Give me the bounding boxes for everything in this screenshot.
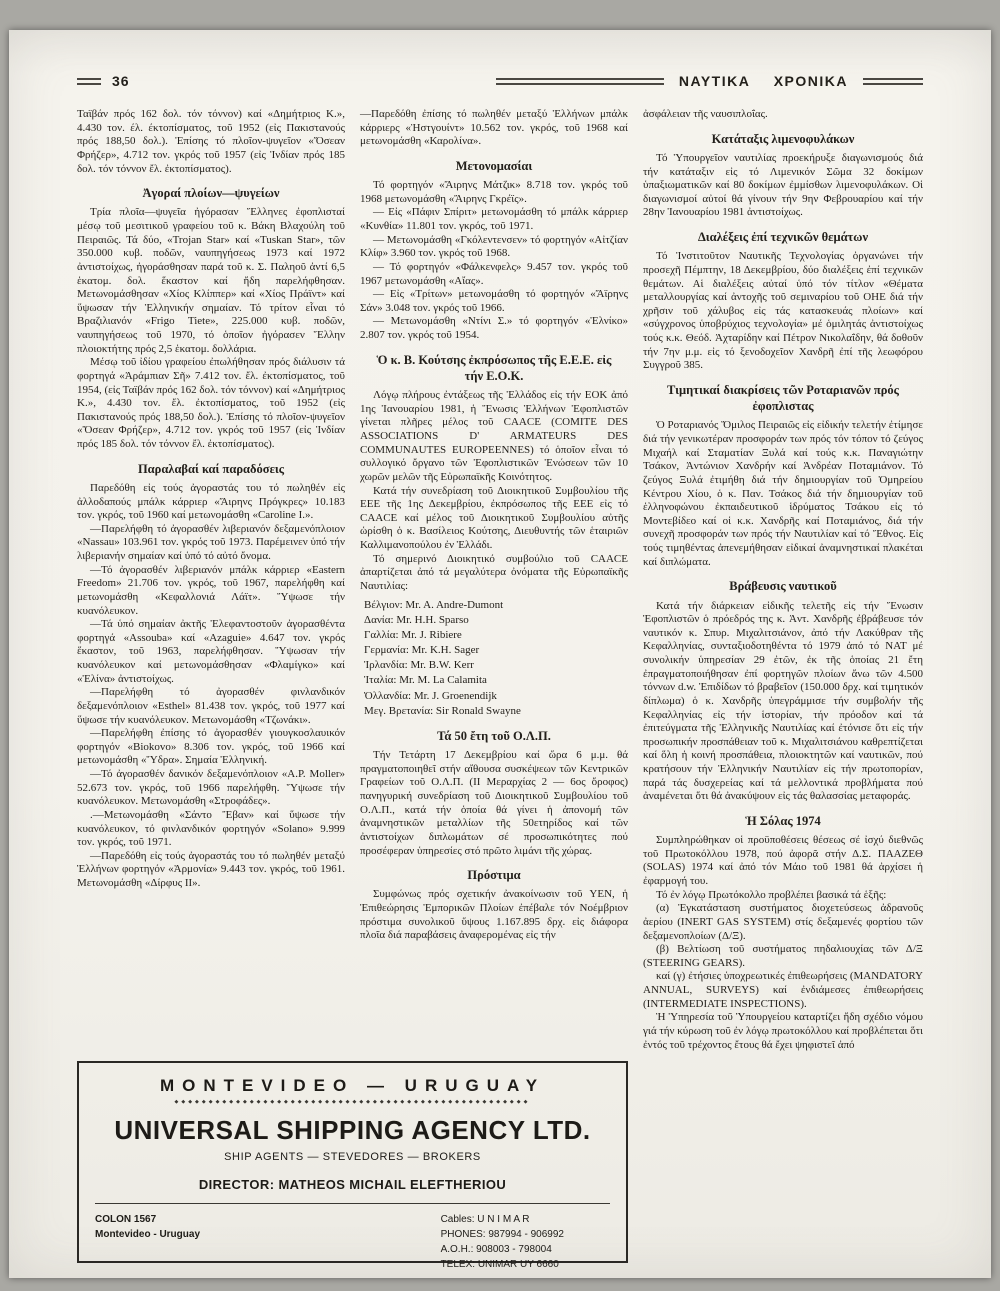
ad-tagline: SHIP AGENTS — STEVEDORES — BROKERS [224, 1151, 481, 1163]
column-3 [643, 108, 923, 1274]
ad-location-title: MONTEVIDEO — URUGUAY [159, 1076, 546, 1095]
article-paragraph: —Παρελήφθη τό ἀγορασθέν φινλανδικόν δεξαμενόπλοιον «Esthel» 81.438 τον. γκρός, τοῦ 1977 καί ὕψωσε τήν κυανόλευκον. Μετωνομάσθη «Τζωνάκι». [77, 686, 345, 726]
double-rule [863, 78, 923, 85]
article-paragraph: καί (γ) ἐτήσιες ὑποχρεωτικές ἐπιθεωρήσεις (MANDATORY ANNUAL, SURVEYS) καί ἐνδιάμεσες ἐπιθεωρήσεις (INTERMEDIATE INSPECTIONS). [643, 970, 923, 1010]
article-paragraph: Τό Ὑπουργεῖον ναυτιλίας προεκήρυξε διαγωνισμούς διά τήν κατάταξιν εἰς τό Λιμενικόν Σῶμα 32 δοκίμων ὑπαξιωματικῶν καί 80 δοκίμων ἐμμίσθων λιμενοφυλάκων. Οἱ διαγωνισμοί αὐτοί θά γίνουν τήν 9ην Φεβρουαρίου καί τήν 28ην Ἰανουαρίου 1981 ἀντιστοίχως. [643, 151, 923, 219]
left-region [77, 108, 628, 1274]
board-member: Γερμανία: Mr. K.H. Sager [364, 644, 480, 657]
page-number: 36 [112, 73, 130, 89]
advertisement-universal-shipping [77, 1061, 628, 1270]
ad-contact-line: PHONES: 987994 - 906992 [440, 1229, 564, 1240]
article-paragraph: —Παρελήφθη τό ἀγορασθέν λιβεριανόν δεξαμενόπλοιον «Nassau» 103.961 τον. γκρός τοῦ 1973. Παρέμεινεν ὑπό τήν λιβεριανήν σημαίαν καί ὑπό τό αὐτό ὄνομα. [77, 522, 345, 562]
article-paragraph: Ταϊβάν πρός 162 δολ. τόν τόννον) καί «Δημήτριος Κ.», 4.430 τον. έλ. έκτοπίσματος, τοῦ 1952 (εἰς Πακιστανούς πρός 188,50 δολ.). Ἐπίσης τό πλοῖον-ψυγεῖον «Ὄσεαν Φρήζερ», 4.712 τον. γκρός τοῦ 1957 (εἰς Ἰνδίαν πρός 185 δολ. τόν τόννον ἔλ. ἐκτοπίσματος). [77, 108, 345, 175]
ad-contact-line: Cables: U N I M A R [440, 1214, 530, 1225]
article-paragraph: Λόγῳ πλήρους ἐντάξεως τῆς Ἑλλάδος εἰς τήν ΕΟΚ ἀπό 1ης Ἰανουαρίου 1981, ἡ Ἕνωσις Ἑλλήνων Ἐφοπλιστῶν γίνεται πλῆρες μέλος τοῦ CAACE (COMITE DES ASSOCIATIONS D' ARMATEURS DES COMMUNAUTES EUROPEENNES) τό ὁποῖον εἶναι τό συλλογικό ὄργανο τῶν Ἐφοπλιστικῶν Ἑνώσεων τῶν 10 χωρῶν μελῶν τῆς Εὐρωπαϊκῆς Κοινότητος. [360, 389, 628, 483]
heading-koutsis-eee-eok: Ὁ κ. Β. Κούτσης ἐκπρόσωπος τῆς Ε.Ε.Ε. εἰς τήν Ε.Ο.Κ. [376, 352, 612, 383]
article-paragraph: Ἡ Ὑπηρεσία τοῦ Ὑπουργείου καταρτίζει ἤδη σχέδιο νόμου γιά τήν κύρωση τοῦ ἐν λόγῳ πρωτοκόλλου καί προβλέπεται ὅτι ἐντός τοῦ τρέχοντος ἔτους θά ἔχει ψηφιστεῖ ἀπό [643, 1011, 923, 1051]
article-paragraph: — Μετωνομάσθη «Γκόλεντενσεν» τό φορτηγόν «Αἰτζίαν Κλίφ» 3.960 τον. γκρός τοῦ 1968. [360, 233, 628, 260]
article-paragraph: Τό ἐν λόγῳ Πρωτόκολλο προβλέπει βασικά τά ἑξῆς: [656, 888, 887, 901]
article-paragraph: Μέσῳ τοῦ ἰδίου γραφείου ἐπωλήθησαν πρός διάλυσιν τά φορτηγά «Ἀράμπιαν Σῆ» 7.412 τον. ἔλ. ἐκτοπίσματος, τοῦ 1954, (εἰς Ταϊβάν πρός 162 δολ. τόν τόννον) καί «Δημήτριος Κ.», 4.430 τον. ἔλ. ἐκτοπίσματος, τοῦ 1952 (εἰς Πακιστανούς πρός 188,50 δολ.). Ἐπίσης τό πλοῖον-ψυγεῖον «Ὄσεαν Φρήζερ», 4.712 τον. γκρός τοῦ 1957 (εἰς Ἰνδίαν πρός 185 δολ. τόν τόννον ἔλ. ἐκτοπίσματος). [77, 356, 345, 450]
article-paragraph: Τό φορτηγόν «Ἄιρηνς Μάτζικ» 8.718 τον. γκρός τοῦ 1968 μετωνομάσθη «Ἄιρηνς Γκρέϊς». [360, 179, 628, 205]
ad-director-line: DIRECTOR: MATHEOS MICHAIL ELEFTHERIOU [198, 1177, 507, 1192]
heading-takeovers-deliveries: Παραλαβαί καί παραδόσεις [137, 461, 285, 476]
article-paragraph: —Παρεδόθη ἐπίσης τό πωληθέν μεταξύ Ἑλλήνων μπάλκ κάρριερς «Ἡστγουίντ» 10.562 τον. γκρός, τοῦ 1968 καί μετωνομάσθη «Καρολίνα». [360, 108, 628, 148]
article-paragraph: (α) Ἐγκατάσταση συστήματος διοχετεύσεως ἀδρανοῦς ἀερίου (INERT GAS SYSTEM) στίς δεξαμενές φορτίου τῶν δεξαμενοπλοίων (Δ/Ξ). [643, 902, 923, 942]
ad-address [95, 1212, 200, 1272]
ad-company-name: UNIVERSAL SHIPPING AGENCY LTD. [114, 1115, 591, 1145]
article-paragraph: —Τό ἀγορασθέν λιβεριανόν μπάλκ κάρριερ «Eastern Freedom» 21.706 τον. γκρός, τοῦ 1967, παρελήφθη καί μετωνομάσθη «Κεφαλλονιά Λάϊτ». Ὕψωσε τήν κυανόλευκον. [77, 563, 345, 617]
article-paragraph: Κατά τήν συνεδρίαση τοῦ Διοικητικοῦ Συμβουλίου τῆς ΕΕΕ τῆς 1ης Δεκεμβρίου, ἐκπρόσωπος τῆς ΕΕΕ εἰς τό CAACE καί μέλος τοῦ Διοικητικοῦ Συμβουλίου αὐτῆς ὡρίσθη ὁ κ. Βασίλειος Κούτσης, Διευθυντής τῶν ἑταιριῶν Καλλιμανοπούλου ἐν Ἑλλάδι. [360, 484, 628, 551]
article-paragraph: —Παρεδόθη εἰς τούς ἀγοραστάς του τό πωληθέν μεταξύ Ἑλλήνων φορτηγόν «Ἁρμονία» 9.443 τον. γκρός, τοῦ 1961. Μετωνομάσθη «Δίρφυς ΙΙ». [77, 849, 345, 889]
board-member: Μεγ. Βρετανία: Sir Ronald Swayne [364, 704, 521, 717]
ornament-row: ◆◆◆◆◆◆◆◆◆◆◆◆◆◆◆◆◆◆◆◆◆◆◆◆◆◆◆◆◆◆◆◆◆◆◆◆◆◆◆◆◆◆◆◆◆◆◆◆◆◆◆◆ [174, 1099, 531, 1105]
article-paragraph: — Εἰς «Πάφιν Σπίριτ» μετωνομάσθη τό μπάλκ κάρριερ «Κυνθία» 11.801 τον. γκρός, τοῦ 1971. [360, 206, 628, 232]
board-member: Βέλγιον: Mr. A. Andre-Dumont [364, 598, 504, 611]
article-paragraph: Ὁ Ροταριανός Ὅμιλος Πειραιῶς εἰς εἰδικήν τελετήν ἐτίμησε διά τήν γενικωτέραν προσφοράν των πρός τόν τόπον τό ζεύγος Μιχαήλ καί Σταματίαν Ξυλά καί τούς κ.κ. Παναγιώτην Τσάκον, Ἀντώνιον Χανδρήν καί Ἀνδρέαν Ποταμιάνον. Τό ζεύγος Ξυλά ἐτιμήθη διά τήν δημιουργίαν τοῦ Ὁμηρείου Κέντρου Χίου, ὁ κ. Παν. Τσάκος διά τήν δημιουργίαν τοῦ ἑλληνοφώνου ἐκπαιδευτικοῦ ἱδρύματος Τσάκου εἰς τό Μοντεβίδεο καί οἱ κ.κ. Χανδρῆς καί Ποταμιάνος, διά τήν συνεχῆ προσφοράν των πρός τήν Ναυτιλίαν καί τό Ἔθνος. Εἰς τούς τιμηθέντας ἀπενεμήθησαν εἰδικαί ἀναμνηστικαί πλακέται καί διπλώματα. [643, 419, 923, 568]
double-rule [496, 78, 664, 85]
article-paragraph: — Τό φορτηγόν «Φάλκενφελς» 9.457 τον. γκρός τοῦ 1967 μετωνομάσθη «Αἴας». [360, 260, 628, 287]
ad-contact-line: A.O.H.: 908003 - 798004 [440, 1244, 552, 1255]
caace-board-list [364, 598, 628, 719]
ad-contact-line: TELEX: UNIMAR UY 6660 [440, 1259, 559, 1270]
article-paragraph: Τήν Τετάρτη 17 Δεκεμβρίου καί ὥρα 6 μ.μ. θά πραγματοποιηθεῖ στήν αἴθουσα συσκέψεων τῶν Κεντρικῶν Γραφείων τοῦ Ο.Λ.Π. (ΙΙ Μεραρχίας 2 — 6ος ὄροφος) πανηγυρική συνεδρίαση τοῦ Διοικητικοῦ Συμβουλίου τοῦ Ο.Λ.Π., κατά τήν ὁποία θά γίνει ἡ ἀπονομή τῶν ἀναμνηστικῶν μεταλλίων τῆς 50ετηρίδος καί τῶν ἀντιστοίχων διπλωμάτων σέ προσωπικότητες πού προσέφεραν ὑπηρεσίες στό πρῶτο λιμάνι τῆς χώρας. [360, 749, 628, 857]
heading-ship-purchases-reefers: Ἀγοραί πλοίων—ψυγείων [142, 186, 280, 201]
article-paragraph: —Παρελήφθη ἐπίσης τό ἀγορασθέν γιουγκοσλαυικόν φορτηγόν «Biokovo» 8.306 τον. γκρός, τοῦ 1966 καί μετωνομάσθη «Ὕδρα». Σημαία Ἑλληνική. [77, 727, 345, 767]
board-member: Γαλλία: Mr. J. Ribiere [364, 628, 462, 641]
heading-fines: Πρόστιμα [467, 868, 521, 883]
heading-technical-lectures: Διαλέξεις ἐπί τεχνικῶν θεμάτων [697, 230, 869, 244]
masthead-title: ΝΑΥΤΙΚΑ ΧΡΟΝΙΚΑ [678, 73, 848, 89]
heading-solas-1974: Ἡ Σόλας 1974 [745, 813, 821, 828]
board-member: Ἰρλανδία: Mr. B.W. Kerr [364, 659, 474, 672]
heading-coastguard-enlistment: Κατάταξις λιμενοφυλάκων [711, 131, 855, 146]
article-paragraph: Τρία πλοῖα—ψυγεῖα ἠγόρασαν Ἕλληνες ἐφοπλισταί μέσῳ τοῦ μεσιτικοῦ γραφείου τοῦ κ. Βάκη Βλαχούλη τοῦ Πειραιῶς. Τά δύο, «Trojan Star» καί «Tuskan Star», τῶν 350.000 κυβ. ποδῶν, ναυπηγήσεως 1973 καί 1972 ἀντιστοίχως, ἠγοράσθησαν παρά τοῦ κ. Σ. Παληοῦ ἀντί 6,5 ἑκατομ. δολ. ἕκαστον καί ἤδη παρελήφθησαν. Μετωνομάσθησαν «Χίος Κλίππερ» καί «Χίος Πράϊντ» καί ὕψωσαν τήν Ἑλληνικήν σημαίαν. Τό τρίτον εἶναι τό Βραζιλιανόν «Frigo Tiete», 225.000 κυβ. ποδῶν, ναυπηγήσεως τοῦ 1970, τό ὁποῖον ἠγόρασεν Ἕλλην πλοιοκτήτης πρός 2,5 ἑκατομ. δολλάρια. [77, 206, 345, 355]
article-paragraph: —Τό ἀγορασθέν δανικόν δεξαμενόπλοιον «A.P. Moller» 52.673 τον. γκρός, τοῦ 1966 παρελήφθη. Ὕψωσε τήν κυανόλευκον. Μετωνομάσθη «Στροφάδες». [77, 768, 345, 808]
article-paragraph: Τό σημερινό Διοικητικό συμβούλιο τοῦ CAACE ἀπαρτίζεται ἀπό τά μεγαλύτερα ὀνόματα τῆς Εὐρωπαϊκῆς Ναυτιλίας: [360, 552, 628, 592]
ad-contacts [441, 1212, 564, 1272]
article-paragraph: — Εἰς «Τρίτων» μετωνομάσθη τό φορτηγόν «Ἄϊρηνς Σάν» 3.048 τον. γκρός τοῦ 1966. [360, 288, 628, 314]
article-paragraph: Κατά τήν διάρκειαν εἰδικῆς τελετῆς εἰς τήν Ἕνωσιν Ἐφοπλιστῶν ὁ πρόεδρός της κ. Ἀντ. Χανδρῆς ἐβράβευσε τόν ναυτικόν κ. Σπυρ. Μιχαλιτσιάνον, ἀπό τήν Λακύθραν τῆς Κεφαλληνίας, συνταξιοδοτηθέντα τό 1979 ἀπό τό ΝΑΤ μέ συνολικήν ὑπηρεσίαν 29 ἐτῶν, ἐκ τῆς ὁποίας 21 ἔτη ἐπραγματοποιήθησαν ἐπί φορτηγῶν πλοίων ἄνω τῶν 4.500 τόννων d.w. Ἐπιδίδων τό βραβεῖον (150.000 δρχ. καί τιμητικόν δίπλωμα) ὁ κ. Χανδρῆς ὑπεγράμμισε τήν συμβολήν τῆς Κεφαλληνίας εἰς τήν ἱστορίαν, τήν πρόοδον καί τά ἐπιτεύγματα τῆς Ἑλληνικῆς Ναυτιλίας καί ἐτόνισε ὅτι εἰς τήν προσωπικήν προσπάθειαν τοῦ κ. Μιχαλιτσιάνου καθρεπτίζεται καί ὅλη ἡ κοινή προσπάθεια, πλοιοκτητῶν καί ναυτικῶν, πού κρατήσουν τήν Ἑλληνικήν Ναυτιλίαν εἰς τήν πρωτοπορίαν, παρά τάς δυσχερείας καί τά μελλοντικά προβλήματα πού ἀναμένεται ὅτι θά ἀνακύψουν εἰς τάς θαλασσίας μεταφοράς. [643, 599, 923, 803]
article-paragraph: Τό Ἰνστιτοῦτον Ναυτικῆς Τεχνολογίας ὀργανώνει τήν προσεχῆ Πέμπτην, 18 Δεκεμβρίου, δύο διαλέξεις ἐπί τεχνικῶν θεμάτων. Αἱ διαλέξεις αὐταί ὑπό τόν τίτλον «Θέματα μεταλλουργίας καί ἀντοχῆς τοῦ σεμιναρίου τοῦ ΟΗΕ διά τήν χρῆσιν τοῦ χάλυβος εἰς τάς κατασκευάς πλοίων» καί «σύγχρονος ὑποβρύχιος τεχνολογία» μέ ὁμιλητάς ἀντιστοίχως τούς κ.κ. Θεόδ. Ἀχταρίδην καί Πέτρον Νικολαΐδην, θά δοθοῦν τήν 7ην μ.μ. εἰς τό ξενοδοχεῖον Χανδρῆ ἐπί τῆς λεωφόρου Συγγροῦ 385. [643, 250, 923, 372]
double-rule [77, 78, 101, 85]
article-paragraph: — Μετωνομάσθη «Ντίνι Σ.» τό φορτηγόν «Ἐλνίκο» 2.807 τον. γκρός τοῦ 1954. [360, 315, 628, 341]
article-paragraph: Συμπληρώθηκαν οἱ προϋποθέσεις θέσεως σέ ἰσχύ διεθνῶς τοῦ Πρωτοκόλλου 1978, πού ἀφορᾶ στήν Δ.Σ. ΠΑΑΖΕΘ (SOLAS) 1974 καί ἀπό τόν Μάιο τοῦ 1981 θά ἀρχίσει ἡ ἐφαρμογή του. [643, 834, 923, 887]
ad-address-line: COLON 1567 [95, 1214, 157, 1225]
ad-address-line: Montevideo - Uruguay [95, 1229, 201, 1240]
article-paragraph: Συμφώνως πρός σχετικήν ἀνακοίνωσιν τοῦ ΥΕΝ, ἡ Ἐπιθεώρησις Ἐμπορικῶν Πλοίων ἐπέβαλε τόν Νοέμβριον πρόστιμα συνολικοῦ ὕψους 1.167.895 δρχ. εἰς διάφορα πλοῖα διά παραβάσεις ἀναφερομένας εἰς τήν [360, 888, 628, 942]
ad-footer [95, 1203, 610, 1272]
column-2 [360, 108, 628, 1050]
heading-olp-50-years: Τά 50 ἔτη τοῦ Ο.Λ.Π. [437, 728, 551, 743]
heading-seaman-award: Βράβευσις ναυτικοῦ [729, 579, 837, 594]
magazine-page [9, 30, 991, 1278]
page-content [77, 108, 923, 1274]
board-member: Δανία: Mr. H.H. Sparso [364, 613, 469, 626]
article-paragraph: (β) Βελτίωση τοῦ συστήματος πηδαλιουχίας τῶν Δ/Ξ (STEERING GEARS). [643, 943, 923, 969]
article-paragraph: .—Μετωνομάσθη «Σάντο Ἔβαν» καί ὕψωσε τήν κυανόλευκον, τό φινλανδικόν φορτηγόν «Solano» 9.999 τον. γκρός, τοῦ 1971. [77, 808, 345, 849]
column-1 [77, 108, 345, 1050]
article-paragraph: Παρεδόθη εἰς τούς ἀγοραστάς του τό πωληθέν εἰς ἀλλοδαπούς μπάλκ κάρριερ «Ἄιρηνς Πρόγκρες» 10.183 τον. γκρός, τοῦ 1960 καί μετωνομάσθη «Caroline I.». [77, 481, 345, 522]
article-paragraph: ἀσφάλειαν τῆς ναυσιπλοΐας. [643, 108, 768, 120]
article-paragraph: —Τά ὑπό σημαίαν ἀκτῆς Ἐλεφαντοστοῦν ἀγορασθέντα φορτηγά «Assouba» καί «Azaguie» 4.647 τον. γκρός ἕκαστον, τοῦ 1963, παρελήφθησαν. Ὕψωσαν τήν κυανόλευκον καί μετωνομάσθησαν «Φλαμίγκο» καί «Ἐλίνα» ἀντιστοίχως. [77, 618, 345, 685]
text-columns-left [77, 108, 628, 1050]
board-member: Ἰταλία: Mr. M. La Calamita [364, 674, 487, 687]
page-header [77, 72, 923, 90]
board-member: Ὁλλανδία: Mr. J. Groenendijk [364, 689, 497, 702]
heading-rotary-honours: Τιμητικαί διακρίσεις τῶν Ροταριανῶν πρός ἐφοπλιστας [667, 382, 899, 414]
heading-renamings: Μετονομασίαι [455, 158, 533, 173]
